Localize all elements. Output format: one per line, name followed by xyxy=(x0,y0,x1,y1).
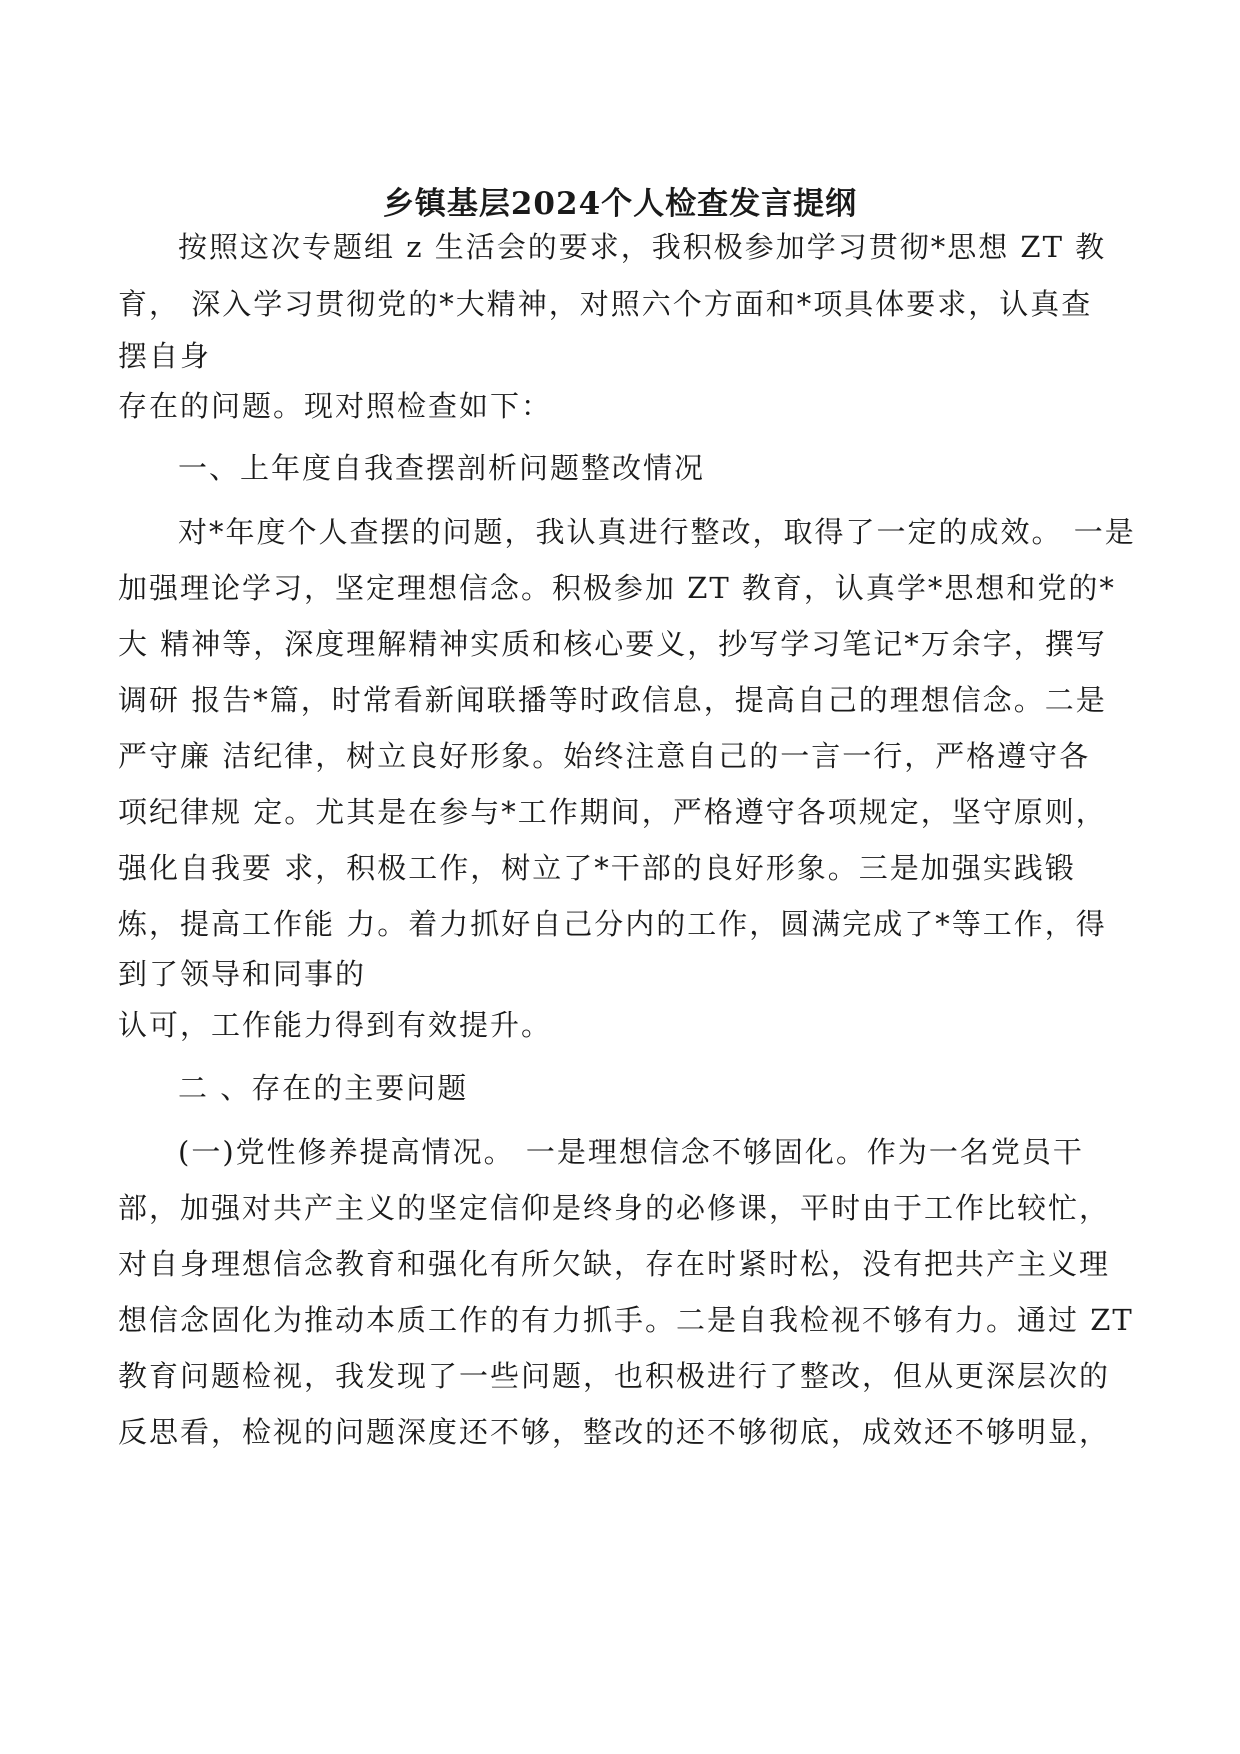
text-line: 存在的问题。现对照检查如下： xyxy=(118,389,553,423)
text-line: 对*年度个人查摆的问题，我认真进行整改，取得了一定的成效。 一是 xyxy=(178,515,1136,549)
text-line: 强化自我要 求，积极工作，树立了*干部的良好形象。三是加强实践锻 xyxy=(118,851,1076,885)
text-line: 反思看，检视的问题深度还不够，整改的还不够彻底，成效还不够明显， xyxy=(118,1415,1111,1449)
text-line: 想信念固化为推动本质工作的有力抓手。二是自我检视不够有力。通过 ZT xyxy=(118,1303,1134,1337)
text-line: 调研 报告*篇，时常看新闻联播等时政信息，提高自己的理想信念。二是 xyxy=(118,683,1107,717)
section-heading: 二 、存在的主要问题 xyxy=(178,1071,469,1105)
text-line: (一)党性修养提高情况。 一是理想信念不够固化。作为一名党员干 xyxy=(178,1135,1084,1169)
text-line: 大 精神等，深度理解精神实质和核心要义，抄写学习笔记*万余字，撰写 xyxy=(118,627,1107,661)
text-line: 摆自身 xyxy=(118,339,212,373)
text-line: 项纪律规 定。尤其是在参与*工作期间，严格遵守各项规定，坚守原则， xyxy=(118,795,1107,829)
text-line: 加强理论学习，坚定理想信念。积极参加 ZT 教育，认真学*思想和党的* xyxy=(118,571,1116,605)
document-title: 乡镇基层2024个人检查发言提纲 xyxy=(382,186,858,222)
text-line: 严守廉 洁纪律，树立良好形象。始终注意自己的一言一行，严格遵守各 xyxy=(118,739,1091,773)
text-line: 到了领导和同事的 xyxy=(118,957,367,991)
text-line: 认可，工作能力得到有效提升。 xyxy=(118,1008,553,1042)
text-line: 教育问题检视，我发现了一些问题，也积极进行了整改，但从更深层次的 xyxy=(118,1359,1111,1393)
text-line: 育， 深入学习贯彻党的*大精神，对照六个方面和*项具体要求，认真查 xyxy=(118,287,1093,321)
text-line: 部，加强对共产主义的坚定信仰是终身的必修课，平时由于工作比较忙， xyxy=(118,1191,1111,1225)
text-line: 炼，提高工作能 力。着力抓好自己分内的工作，圆满完成了*等工作，得 xyxy=(118,907,1107,941)
text-line: 按照这次专题组 z 生活会的要求，我积极参加学习贯彻*思想 ZT 教 xyxy=(178,230,1107,264)
section-heading: 一、上年度自我查摆剖析问题整改情况 xyxy=(178,451,706,485)
text-line: 对自身理想信念教育和强化有所欠缺，存在时紧时松，没有把共产主义理 xyxy=(118,1247,1111,1281)
